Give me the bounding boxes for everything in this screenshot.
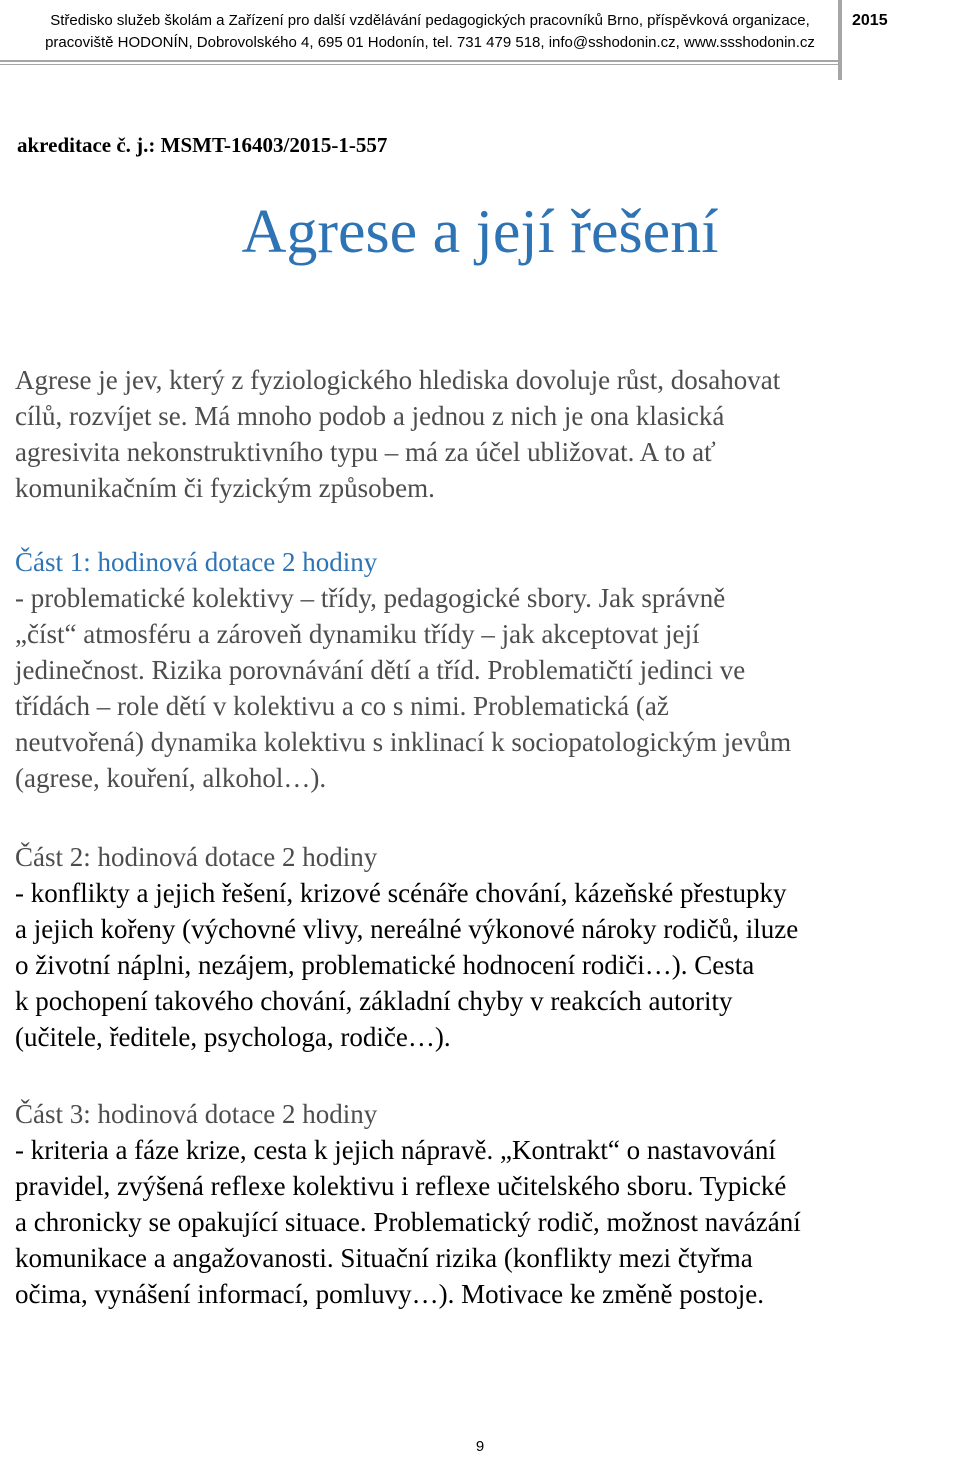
intro-line: komunikačním či fyzickým způsobem.: [15, 473, 435, 503]
header-year: 2015: [852, 12, 888, 29]
part-1-line: (agrese, kouření, alkohol…).: [15, 763, 327, 793]
intro-line: Agrese je jev, který z fyziologického hlediska dovoluje růst, dosahovat: [15, 365, 781, 395]
intro-paragraph: [15, 362, 945, 506]
document-title: Agrese a její řešení: [241, 198, 719, 266]
header-horizontal-divider-thin: [0, 64, 838, 65]
part-2-heading: Část 2: hodinová dotace 2 hodiny: [15, 842, 378, 872]
part-3-section: [15, 1096, 945, 1312]
accreditation-number: akreditace č. j.: MSMT-16403/2015-1-557: [17, 133, 388, 157]
part-3-line: pravidel, zvýšená reflexe kolektivu i reflexe učitelského sboru. Typické: [15, 1171, 787, 1201]
part-1-line: - problematické kolektivy – třídy, pedagogické sbory. Jak správně: [15, 583, 726, 613]
part-1-line: neutvořená) dynamika kolektivu s inklinací k sociopatologickým jevům: [15, 727, 792, 757]
part-3-line: komunikace a angažovanosti. Situační rizika (konflikty mezi čtyřma: [15, 1243, 753, 1273]
intro-line: agresivita nekonstruktivního typu – má za účel ubližovat. A to ať: [15, 437, 716, 467]
part-1-line: „číst“ atmosféru a zároveň dynamiku třídy – jak akceptovat její: [15, 619, 700, 649]
part-3-line: očima, vynášení informací, pomluvy…). Motivace ke změně postoje.: [15, 1279, 765, 1309]
part-1-section: [15, 544, 945, 796]
page-number: 9: [475, 1438, 485, 1455]
header-line-2: pracoviště HODONÍN, Dobrovolského 4, 695 01 Hodonín, tel. 731 479 518, info@sshodonin.cz, www.ssshodonin.cz: [45, 34, 815, 51]
part-1-heading: Část 1: hodinová dotace 2 hodiny: [15, 547, 378, 577]
header-horizontal-divider: [0, 60, 838, 62]
header-line-1: Středisko služeb školám a Zařízení pro další vzdělávání pedagogických pracovníků Brno, příspěvková organizace,: [50, 12, 810, 29]
part-1-line: jedinečnost. Rizika porovnávání dětí a tříd. Problematičtí jedinci ve: [15, 655, 746, 685]
part-2-line: a jejich kořeny (výchovné vlivy, nereálné výkonové nároky rodičů, iluze: [15, 914, 799, 944]
part-1-line: třídách – role dětí v kolektivu a co s nimi. Problematická (až: [15, 691, 669, 721]
part-2-line: o životní náplni, nezájem, problematické hodnocení rodiči…). Cesta: [15, 950, 755, 980]
part-2-section: [15, 839, 945, 1055]
part-2-line: k pochopení takového chování, základní chyby v reakcích autority: [15, 986, 733, 1016]
page-header: [0, 0, 960, 80]
part-2-line: (učitele, ředitele, psychologa, rodiče…).: [15, 1022, 451, 1052]
part-3-line: a chronicky se opakující situace. Problematický rodič, možnost navázání: [15, 1207, 801, 1237]
part-3-line: - kriteria a fáze krize, cesta k jejich nápravě. „Kontrakt“ o nastavování: [15, 1135, 776, 1165]
intro-line: cílů, rozvíjet se. Má mnoho podob a jednou z nich je ona klasická: [15, 401, 725, 431]
part-2-line: - konflikty a jejich řešení, krizové scénáře chování, kázeňské přestupky: [15, 878, 787, 908]
part-3-heading: Část 3: hodinová dotace 2 hodiny: [15, 1099, 378, 1129]
header-organization: [21, 10, 839, 54]
header-vertical-divider: [838, 0, 842, 80]
